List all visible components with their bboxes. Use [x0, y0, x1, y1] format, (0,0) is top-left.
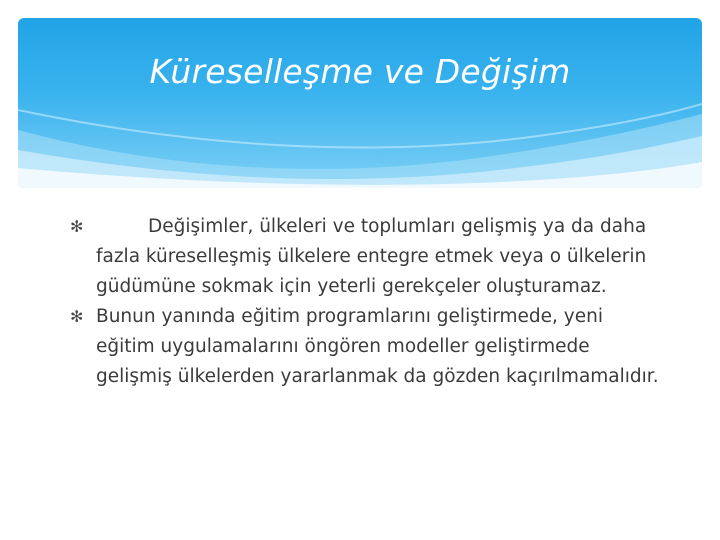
- asterisk-bullet-icon: ✻: [70, 217, 84, 236]
- bullet-item: [70, 212, 660, 302]
- bullet-text: Bunun yanında eğitim programlarını geliştirmede, yeni eğitim uygulamalarını öngören modeller geliştirmede gelişmiş ülkelerden yararlanmak da gözden kaçırılmamalıdır.: [96, 306, 659, 387]
- header-band: [18, 18, 702, 188]
- header-wave-decoration: [18, 18, 702, 188]
- slide-title: Küreselleşme ve Değişim: [149, 52, 571, 91]
- bullet-text: Değişimler, ülkeleri ve toplumları gelişmiş ya da daha fazla küreselleşmiş ülkelere entegre etmek veya o ülkelerin güdümüne sokmak için yeterli gerekçeler oluşturamaz.: [96, 216, 647, 297]
- asterisk-bullet-icon: ✻: [70, 307, 84, 326]
- bullet-item: [70, 302, 660, 392]
- bullet-list: [70, 212, 660, 392]
